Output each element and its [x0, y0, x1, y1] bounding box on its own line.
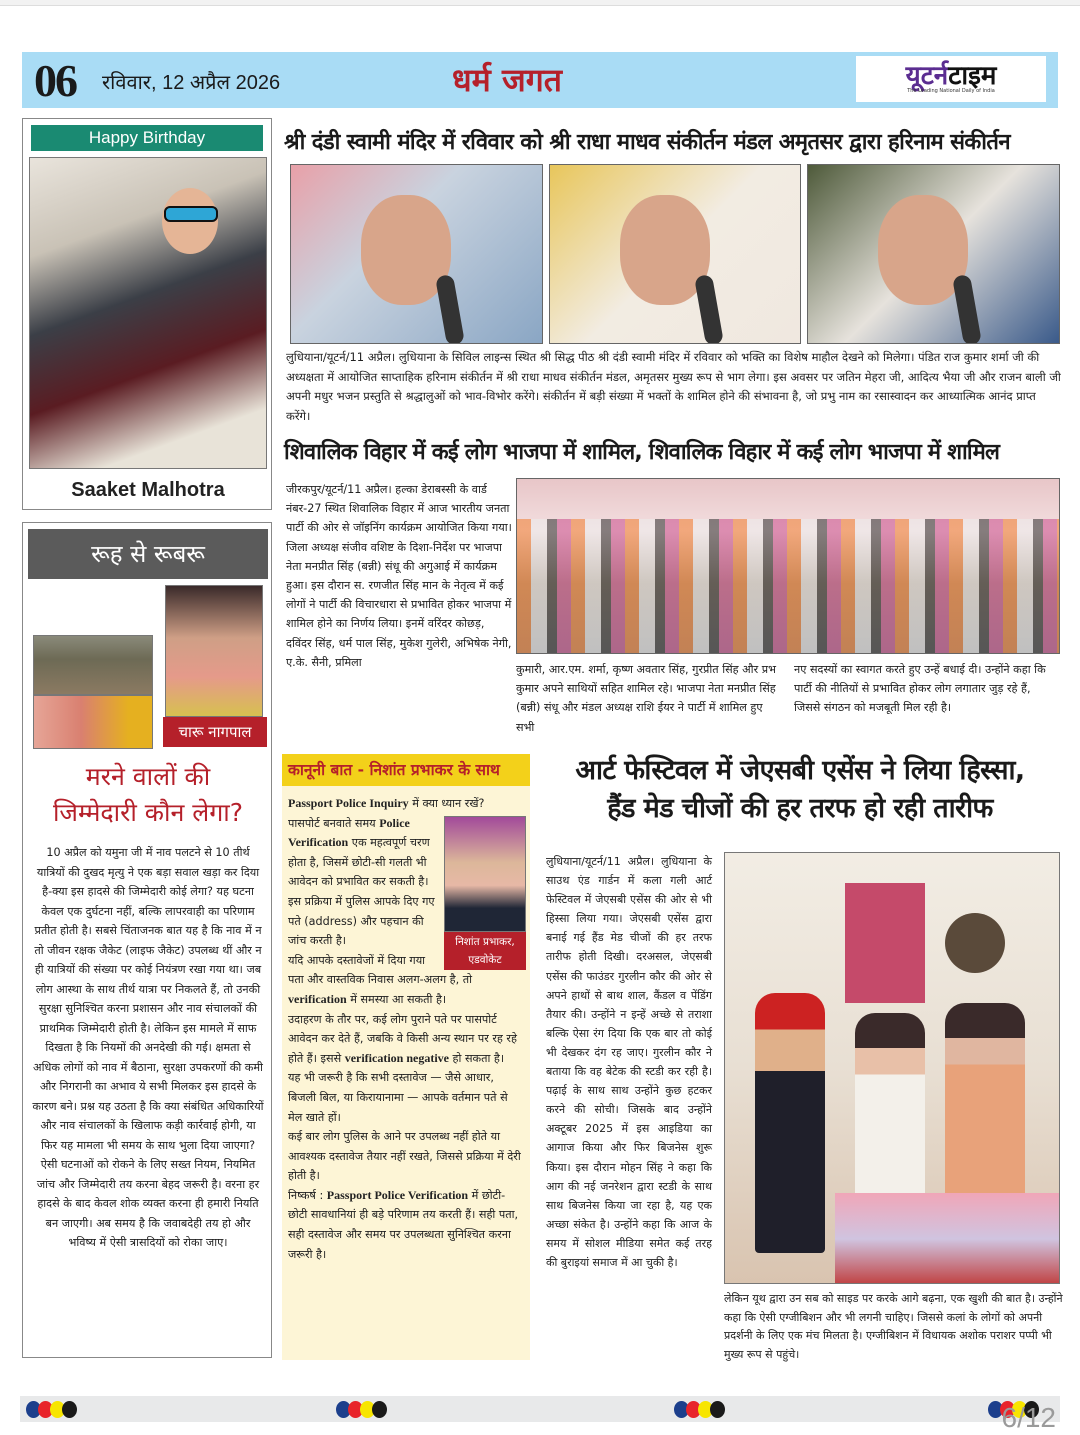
microphone-shape [694, 274, 724, 344]
birthday-header: Happy Birthday [31, 125, 263, 151]
boat-ghat-photo [33, 635, 153, 695]
art-festival-headline [540, 752, 1060, 828]
singer-photo-3 [807, 164, 1060, 344]
page-number: 06 [34, 55, 76, 106]
author-name: चारू नागपाल [163, 717, 267, 747]
birthday-name: Saaket Malhotra [71, 479, 225, 501]
sunglasses-shape [164, 206, 218, 222]
painting-shape [845, 883, 925, 1003]
logo-part-1: यूटर्न [905, 61, 949, 91]
person-shape-1 [755, 993, 825, 1253]
logo-tagline: The Leading National Daily of India [907, 88, 995, 94]
singer-photo-1 [290, 164, 543, 344]
registration-dots [674, 1401, 722, 1418]
column-body: 10 अप्रैल को यमुना जी में नाव पलटने से 10 तीर्थ यात्रियों की दुखद मृत्यु ने एक बड़ा सवाल खड़ा कर दिया है-क्या इस हादसे की जिम्मेदारी कोई लेगा? यह घटना केवल एक दुर्घटना नहीं, बल्कि लापरवाही का परिणाम प्रतीत होती है। सबसे चिंताजनक बात यह है कि नाव में न तो जीवन रक्षक जैकेट (लाइफ जैकेट) उपलब्ध थीं और न ही यात्रियों की संख्या पर कोई नियंत्रण रखा गया था। जब लोग आस्था के साथ तीर्थ यात्रा पर निकलते हैं, तो उनकी सुरक्षा सुनिश्चित करना प्रशासन और नाव संचालकों की प्राथमिक जिम्मेदारी होती है। लेकिन इस मामले में साफ दिखता है कि नियमों की अनदेखी की गई। क्षमता से अधिक लोगों को नाव में बैठाना, सुरक्षा उपकरणों की कमी और निगरानी का अभाव ये सभी मिलकर इस हादसे के कारण बने। प्रश्न यह उठता है कि क्या संबंधित अधिकारियों और नाव संचालकों के खिलाफ कड़ी कार्रवाई होगी, या फिर यह मामला भी समय के साथ भुला दिया जाएगा? ऐसी घटनाओं को रोकने के लिए सख्त नियम, नियमित जांच और जिम्मेदारी तय करना बेहद जरूरी है। वरना हर हादसे के बाद केवल शोक व्यक्त करना ही हमारी नियति बन जाएगी। अब समय है कि जवाबदेही तय हो और भविष्य में ऐसी त्रासदियों को रोका जाए। [32, 846, 264, 1249]
advocate-caption: निशांत प्रभाकर, एडवोकेट [444, 932, 526, 970]
kirtan-photos [290, 164, 1060, 344]
advocate-photo [444, 816, 526, 932]
mourners-photo [33, 695, 153, 749]
microphone-shape [435, 274, 465, 344]
author-photo [165, 585, 263, 717]
kirtan-headline: श्री दंडी स्वामी मंदिर में रविवार को श्री राधा माधव संकीर्तन मंडल अमृतसर द्वारा हरिनाम संकीर्तन [284, 130, 1010, 155]
art-festival-tail: लेकिन यूथ द्वारा उन सब को साइड पर करके आगे बढ़ना, एक खुशी की बात है। उन्होंने कहा कि ऐसी एग्जीबिशन और भी लगनी चाहिए। जिससे कलां के लोगों को अपनी प्रदर्शनी के लिए एक मंच मिलता है। एग्जीबिशन में विधायक अशोक पराशर पप्पी भी मुख्य रूप से पहुंचे। [724, 1292, 1063, 1361]
newspaper-logo [856, 56, 1046, 102]
column-title [23, 759, 273, 831]
shivalik-body-col-3: नए सदस्यों का स्वागत करते हुए उन्हें बधाई दी। उन्होंने कहा कि पार्टी की नीतियों से प्रभावित होकर लोग लगातार जुड़ रहे हैं, जिससे संगठन को मजबूती मिल रही है। [794, 663, 1046, 715]
kirtan-body: लुधियाना/यूटर्न/11 अप्रैल। लुधियाना के सिविल लाइन्स स्थित श्री सिद्ध पीठ श्री दंडी स्वामी मंदिर में रविवार को भक्ति का विशेष माहौल देखने को मिलेगा। पंडित राज कुमार शर्मा जी की अध्यक्षता में आयोजित साप्ताहिक हरिनाम संकीर्तन में श्री राधा माधव संकीर्तन मंडल, अमृतसर मुख्य रूप से भाग लेगा। इस अवसर पर जतिन मेहरा जी, आदित्य भैया जी और राजन बाली जी अपनी मधुर भजन प्रस्तुति से श्रद्धालुओं को भाव-विभोर करेंगे। संकीर्तन में बड़ी संख्या में भक्तों के शामिल होने की संभावना है, जो प्रभु नाम का रसास्वादन कर आध्यात्मिक आनंद प्राप्त करेंगे। [286, 350, 1061, 423]
masthead [22, 52, 1058, 108]
shivalik-body-col-1: जीरकपुर/यूटर्न/11 अप्रैल। हल्का डेराबस्सी के वार्ड नंबर-27 स्थित शिवालिक विहार में आज भारतीय जनता पार्टी की ओर से जॉइनिंग कार्यक्रम आयोजित किया गया। जिला अध्यक्ष संजीव वशिष्ट के दिशा-निर्देश पर भाजपा नेता मनप्रीत सिंह (बन्नी) संधू की अगुआई में कार्यक्रम हुआ। इस दौरान स. रणजीत सिंह मान के नेतृत्व में कई लोगों ने पार्टी की विचारधारा से प्रभावित होकर भाजपा में शामिल होने का निर्णय लिया। इनमें वरिंदर कोछड़, दविंदर सिंह, धर्म पाल सिंह, मुकेश गुलेरी, अभिषेक नेगी, ए.के. सैनी, प्रमिला [286, 483, 512, 669]
birthday-photo [29, 157, 267, 469]
column-title-line-1: मरने वालों की [85, 762, 211, 791]
display-table-shape [835, 1193, 1060, 1284]
registration-bar [20, 1396, 1060, 1422]
legal-column-header: कानूनी बात - निशांत प्रभाकर के साथ [282, 754, 530, 786]
logo-part-2: टाइम [948, 61, 997, 91]
opinion-column [22, 522, 272, 1358]
advocate-box [444, 816, 526, 966]
art-festival-photo [724, 852, 1060, 1284]
bjp-joining-group-photo [516, 478, 1060, 654]
singer-photo-2 [549, 164, 802, 344]
registration-dots [26, 1401, 74, 1418]
person-shape-3 [945, 1003, 1025, 1223]
birthday-box [22, 118, 272, 510]
column-header: रूह से रूबरू [28, 529, 268, 579]
legal-column-body: Passport Police Inquiry में क्या ध्यान रखें? निशांत प्रभाकर, एडवोकेट पासपोर्ट बनवाते समय Police Verification एक महत्वपूर्ण चरण होता है, जिसमें छोटी-सी गलती भी आवेदन को प्रभावित कर सकती है। इस प्रक्रिया में पुलिस आपके दिए गए पते (address) और पहचान की जांच करती है। यदि आपके दस्तावेजों में दिया गया पता और वास्तविक निवास अलग-अलग है, तो verification में समस्या आ सकती है। उदाहरण के तौर पर, कई लोग पुराने पते पर पासपोर्ट आवेदन कर देते हैं, जबकि वे किसी अन्य स्थान पर रह रहे होते हैं। इससे verification negative हो सकता है। यह भी जरूरी है कि सभी दस्तावेज — जैसे आधार, बिजली बिल, या किरायानामा — आपके वर्तमान पते से मेल खाते हों। कई बार लोग पुलिस के आने पर उपलब्ध नहीं होते या आवश्यक दस्तावेज तैयार नहीं रखते, जिससे प्रक्रिया में देरी होती है। निष्कर्ष : Passport Police Verification में छोटी-छोटी सावधानियां ही बड़े परिणाम तय करती हैं। सही पता, सही दस्तावेज और समय पर उपलब्धता सुनिश्चित करना जरूरी है। [288, 794, 524, 1264]
issue-date: रविवार, 12 अप्रैल 2026 [102, 72, 281, 94]
shivalik-body-col-2: कुमारी, आर.एम. शर्मा, कृष्ण अवतार सिंह, गुरप्रीत सिंह और प्रभ कुमार अपने साथियों सहित शामिल रहे। भाजपा नेता मनप्रीत सिंह (बन्नी) संधू और मंडल अध्यक्ष राशि ईयर ने पार्टी में शामिल हुए सभी [516, 663, 776, 734]
shivalik-headline: शिवालिक विहार में कई लोग भाजपा में शामिल, शिवालिक विहार में कई लोग भाजपा में शामिल [284, 440, 1000, 465]
art-headline-line-1: आर्ट फेस्टिवल में जेएसबी एसेंस ने लिया हिस्सा, [575, 755, 1025, 786]
art-festival-body: लुधियाना/यूटर्न/11 अप्रैल। लुधियाना के साउथ एंड गार्डन में कला गली आर्ट फेस्टिवल में जेएसबी एसेंस की ओर से भी हिस्सा लिया गया। जेएसबी एसेंस द्वारा बनाई गई हैंड मेड चीजों की हर तरफ तारीफ होती दिखी। दरअसल, जेएसबी एसेंस की फाउंडर गुरलीन कौर की ओर से अपने हाथों से बाथ शाल, कैंडल व पेंडिंग तैयार की। उन्होंने न इन्हें अच्छे से तराशा बल्कि ऐसा रंग दिया कि एक बार तो कोई भी देखकर दंग रह जाए। गुरलीन कौर ने बताया कि वह बेटेक की स्टडी कर रही है। पढ़ाई के साथ साथ उन्होंने कुछ हटकर करने की सोची। जिसके बाद उन्होंने अक्टूबर 2025 में इस आइडिया का आगाज किया और फिर बिजनेस शुरू किया। इस दौरान मोहन सिंह ने कहा कि आग की नई जनरेशन द्वारा स्टडी के साथ साथ बिजनेस किया जा रहा है, यह एक अच्छा संकेत है। उन्होंने कहा कि आज के समय में सोशल मीडिया समेत कई तरह की बुराइयां समाज में आ चुकी है। [546, 855, 712, 1269]
microphone-shape [952, 274, 982, 344]
column-title-line-2: जिम्मेदारी कौन लेगा? [52, 798, 244, 827]
page-indicator: 6/12 [1001, 1402, 1056, 1433]
top-toolbar-strip [0, 0, 1080, 6]
legal-column [282, 754, 530, 1360]
art-headline-line-2: हैंड मेड चीजों की हर तरफ हो रही तारीफ [607, 793, 993, 824]
section-title: धर्म जगत [452, 61, 562, 99]
registration-dots [336, 1401, 384, 1418]
wall-art-shape [945, 913, 1005, 973]
